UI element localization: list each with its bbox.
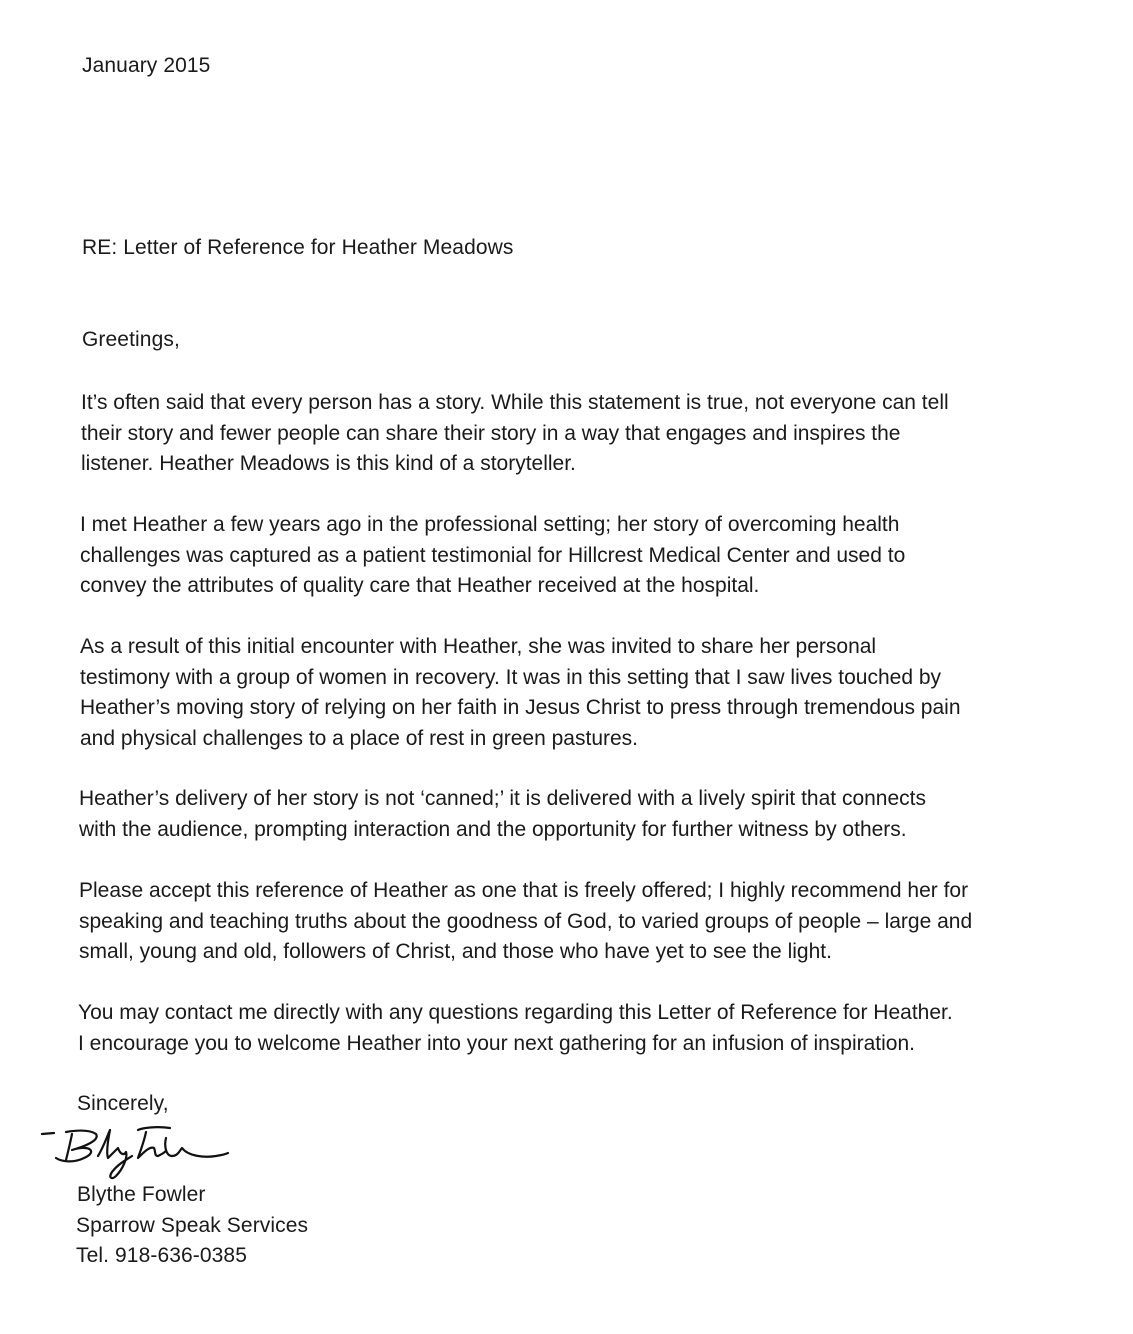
paragraph-line: their story and fewer people can share their story in a way that engages and inspires the [81, 421, 901, 445]
letter-greeting: Greetings, [82, 328, 180, 351]
paragraph-line: speaking and teaching truths about the goodness of God, to varied groups of people – large and [79, 909, 973, 933]
signer-name: Blythe Fowler [77, 1183, 206, 1206]
paragraph-line: It’s often said that every person has a story. While this statement is true, not everyone can tell [81, 391, 949, 414]
signer-phone: Tel. 918-636-0385 [76, 1244, 247, 1267]
paragraph-4 [79, 784, 1079, 845]
paragraph-line: You may contact me directly with any questions regarding this Letter of Reference for Heather. [78, 1001, 953, 1024]
signer-organization: Sparrow Speak Services [76, 1214, 309, 1237]
paragraph-line: listener. Heather Meadows is this kind of a storyteller. [81, 452, 576, 475]
paragraph-line: testimony with a group of women in recovery. It was in this setting that I saw lives touched by [80, 665, 942, 689]
paragraph-line: Please accept this reference of Heather as one that is freely offered; I highly recommend her for [79, 879, 969, 902]
paragraph-line: Heather’s delivery of her story is not ‘canned;’ it is delivered with a lively spirit that connects [79, 787, 927, 810]
paragraph-line: Heather’s moving story of relying on her faith in Jesus Christ to press through tremendous pain [80, 696, 961, 719]
paragraph-line: and physical challenges to a place of rest in green pastures. [80, 726, 639, 750]
paragraph-3 [80, 632, 1080, 754]
paragraph-line: convey the attributes of quality care that Heather received at the hospital. [80, 574, 760, 597]
letter-date: January 2015 [82, 54, 211, 77]
paragraph-2 [80, 510, 1080, 602]
paragraph-line: As a result of this initial encounter with Heather, she was invited to share her personal [80, 635, 877, 658]
paragraph-line: with the audience, prompting interaction and the opportunity for further witness by others. [79, 817, 907, 841]
paragraph-6 [78, 998, 1078, 1059]
letter-closing: Sincerely, [77, 1092, 169, 1115]
paragraph-line: I encourage you to welcome Heather into your next gathering for an infusion of inspiration. [78, 1031, 915, 1055]
paragraph-5 [79, 876, 1079, 968]
paragraph-line: small, young and old, followers of Christ, and those who have yet to see the light. [79, 940, 832, 963]
handwritten-signature [38, 1120, 238, 1182]
paragraph-line: challenges was captured as a patient testimonial for Hillcrest Medical Center and used to [80, 543, 906, 567]
letter-subject: RE: Letter of Reference for Heather Meadows [82, 236, 514, 259]
paragraph-1 [81, 388, 1081, 480]
paragraph-line: I met Heather a few years ago in the professional setting; her story of overcoming health [80, 513, 900, 536]
